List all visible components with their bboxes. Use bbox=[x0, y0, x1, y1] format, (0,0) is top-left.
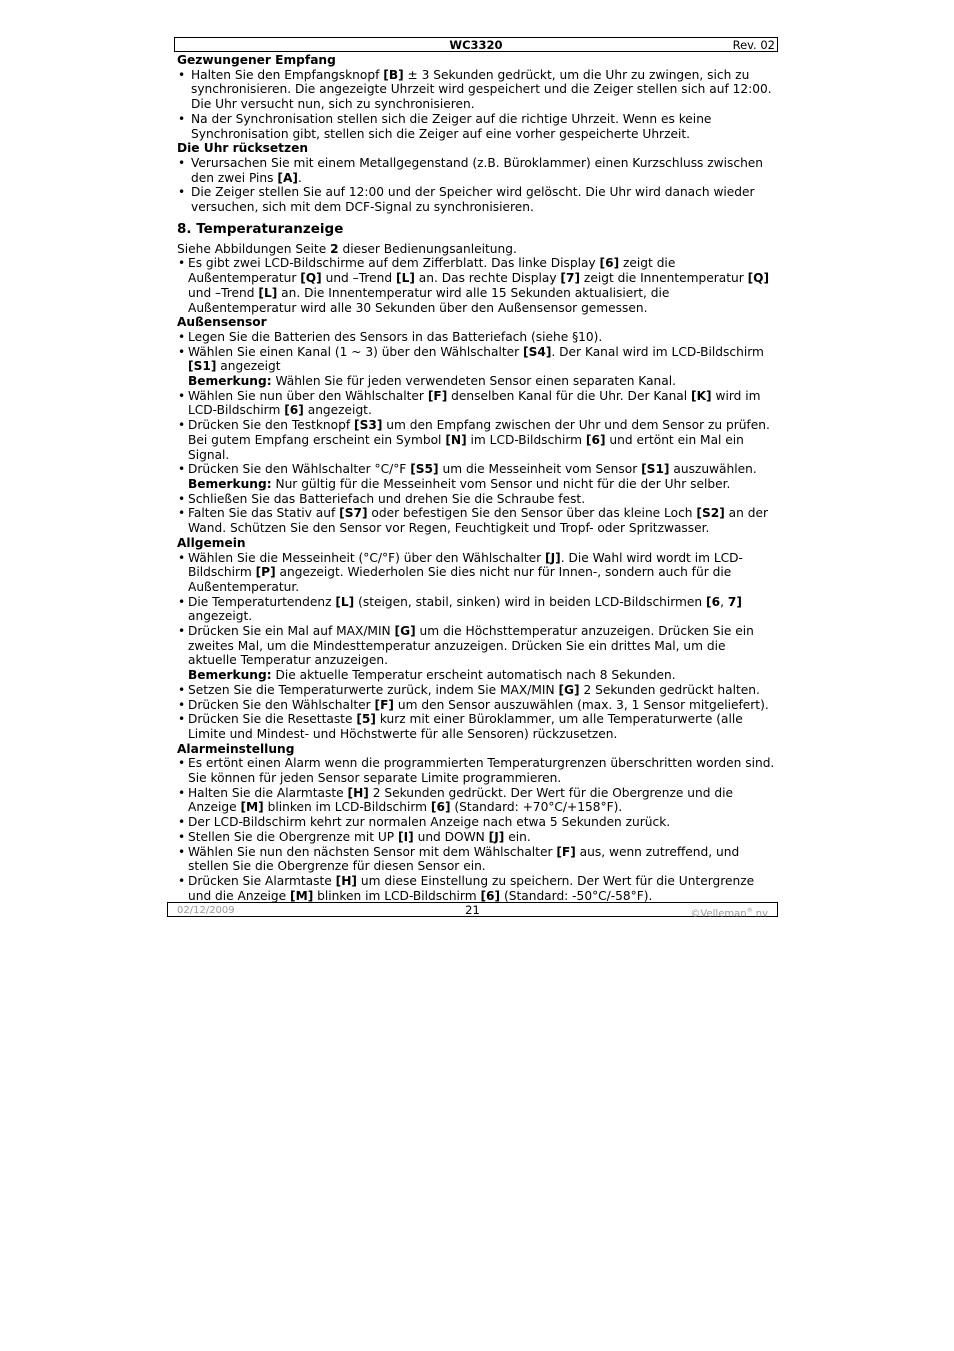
text-run: (Standard: +70°C/+158°F). bbox=[450, 800, 623, 815]
registered-mark: ® bbox=[746, 907, 753, 914]
text-run: und –Trend bbox=[321, 271, 396, 286]
list-item bbox=[177, 624, 777, 668]
text-run: 2 Sekunden gedrückt. Der Wert für die Obergrenze und die Anzeige bbox=[188, 785, 733, 815]
text-run: Verursachen Sie mit einem Metallgegenstand (z.B. Büroklammer) einen Kurzschluss zwischen den zwei Pins bbox=[191, 155, 764, 185]
bold-reference: [L] bbox=[396, 271, 415, 286]
subheading-reset-clock: Die Uhr rücksetzen bbox=[177, 141, 309, 156]
text-run: Drücken Sie den Wählschalter bbox=[188, 697, 375, 712]
bold-reference: 2 bbox=[330, 241, 339, 256]
text-run: angezeigt. bbox=[303, 403, 372, 418]
text-run: Schließen Sie das Batteriefach und drehen Sie die Schraube fest. bbox=[188, 491, 586, 506]
list-item bbox=[177, 830, 777, 845]
remark-note bbox=[177, 374, 777, 389]
text-run: blinken im LCD-Bildschirm bbox=[263, 800, 431, 815]
list-item bbox=[177, 330, 777, 345]
list-item bbox=[177, 506, 777, 535]
text-run: denselben Kanal für die Uhr. Der Kanal bbox=[447, 388, 692, 403]
list-item bbox=[177, 156, 777, 185]
bold-reference: [F] bbox=[556, 844, 576, 859]
list-general bbox=[177, 551, 777, 742]
bold-reference: [M] bbox=[240, 800, 264, 815]
text-run: Drücken Sie den Wählschalter °C/°F bbox=[188, 462, 411, 477]
text-run: wird im LCD-Bildschirm bbox=[188, 388, 761, 418]
list-item bbox=[177, 756, 777, 785]
bold-reference: [Q] bbox=[747, 271, 770, 286]
list-item bbox=[177, 815, 777, 830]
text-run: Falten Sie das Stativ auf bbox=[188, 506, 340, 521]
text-run: ± 3 Sekunden gedrückt, um die Uhr zu zwingen, sich zu synchronisieren. Die angezeigte Uhrzeit wird gespeichert und die Zeiger stellen sich auf 12:00. Die Uhr versucht nun, sich zu synchronisieren. bbox=[191, 67, 772, 112]
bold-reference: 7] bbox=[727, 594, 742, 609]
bold-reference: [7] bbox=[560, 271, 581, 286]
bold-reference: [K] bbox=[691, 388, 712, 403]
list-reset-clock bbox=[177, 156, 777, 215]
text-run: an. Das rechte Display bbox=[414, 271, 561, 286]
text-run: und DOWN bbox=[413, 829, 489, 844]
bold-reference: [G] bbox=[394, 624, 416, 639]
list-item bbox=[177, 256, 777, 315]
text-run: blinken im LCD-Bildschirm bbox=[313, 888, 481, 903]
bold-reference: [B] bbox=[383, 67, 404, 82]
text-run: auszuwählen. bbox=[669, 462, 757, 477]
text-run: 2 Sekunden gedrückt halten. bbox=[579, 682, 760, 697]
text-run: Siehe Abbildungen Seite bbox=[177, 241, 331, 256]
remark-note bbox=[177, 668, 777, 683]
bold-reference: [J] bbox=[545, 550, 561, 565]
list-item bbox=[177, 683, 777, 698]
bold-reference: [6 bbox=[706, 594, 721, 609]
list-item bbox=[177, 551, 777, 595]
text-run: Die aktuelle Temperatur erscheint automatisch nach 8 Sekunden. bbox=[271, 668, 676, 683]
text-run: Drücken Sie Alarmtaste bbox=[188, 873, 336, 888]
list-item bbox=[177, 492, 777, 507]
text-run: um die Höchsttemperatur anzuzeigen. Drücken Sie ein zweites Mal, um die Mindesttemperatur anzuzeigen. Drücken Sie ein drittes Mal, um die aktuelle Temperatur anzuzeigen. bbox=[188, 624, 754, 668]
bold-reference: [N] bbox=[445, 432, 467, 447]
list-item bbox=[177, 68, 777, 112]
list-item bbox=[177, 389, 777, 418]
subheading-general: Allgemein bbox=[177, 535, 246, 550]
text-run: um diese Einstellung zu speichern. Der Wert für die Untergrenze und die Anzeige bbox=[188, 873, 755, 903]
text-run: an. Die Innentemperatur wird alle 15 Sekunden aktualisiert, die Außentemperatur wird alle 30 Sekunden über den Außensensor gemessen. bbox=[188, 285, 670, 315]
subheading-forced-reception: Gezwungener Empfang bbox=[177, 53, 336, 67]
bold-reference: [L] bbox=[335, 594, 355, 609]
list-outdoor-sensor bbox=[177, 330, 777, 536]
bold-reference: [5] bbox=[356, 712, 376, 727]
text-run: Die Temperaturtendenz bbox=[188, 594, 336, 609]
bold-reference: [S4] bbox=[523, 344, 552, 359]
text-run: kurz mit einer Büroklammer, um alle Temperaturwerte (alle Limite und Mindest- und Höchstwerte für alle Sensoren) rückzusetzen. bbox=[188, 712, 743, 741]
model-number: WC3320 bbox=[449, 38, 503, 52]
text-run: Halten Sie die Alarmtaste bbox=[188, 785, 348, 800]
text-run: an der Wand. Schützen Sie den Sensor vor Regen, Feuchtigkeit und Tropf- oder Spritzwasser. bbox=[188, 506, 768, 536]
text-run: und ertönt ein Mal ein Signal. bbox=[188, 432, 744, 462]
text-run: Nur gültig für die Messeinheit vom Sensor und nicht für die der Uhr selber. bbox=[271, 476, 731, 491]
bold-reference: [S1] bbox=[641, 462, 670, 477]
text-run: . Der Kanal wird im LCD-Bildschirm bbox=[551, 344, 764, 359]
subheading-alarm: Alarmeinstellung bbox=[177, 741, 295, 756]
bold-reference: [G] bbox=[558, 682, 580, 697]
text-run: Wählen Sie nun den nächsten Sensor mit dem Wählschalter bbox=[188, 844, 557, 859]
text-run: Es ertönt einen Alarm wenn die programmierten Temperaturgrenzen überschritten worden sind. Sie können für jeden Sensor separate Limite programmieren. bbox=[188, 756, 775, 786]
text-run: und –Trend bbox=[188, 285, 259, 300]
text-run: angezeigt bbox=[216, 359, 281, 374]
list-item bbox=[177, 874, 777, 903]
intro-paragraph bbox=[177, 242, 777, 257]
bold-reference: [M] bbox=[290, 888, 314, 903]
bold-reference: [6] bbox=[599, 256, 620, 271]
text-run: . Die Wahl wird wordt im LCD-Bildschirm bbox=[188, 550, 743, 580]
bold-reference: [J] bbox=[488, 829, 505, 844]
footer-copyright bbox=[690, 904, 768, 920]
revision-label: Rev. 02 bbox=[732, 38, 775, 52]
bold-reference: Bemerkung: bbox=[188, 374, 272, 389]
text-run: um die Messeinheit vom Sensor bbox=[438, 462, 642, 477]
text-run: (Standard: -50°C/-58°F). bbox=[500, 888, 653, 903]
list-item bbox=[177, 112, 777, 141]
text-run: angezeigt. Wiederholen Sie dies nicht nur für Innen-, sondern auch für die Außentemperatur. bbox=[188, 565, 732, 594]
text-run: angezeigt. bbox=[188, 609, 253, 624]
text-run: Legen Sie die Batterien des Sensors in das Batteriefach (siehe §10). bbox=[188, 329, 603, 344]
list-temperature bbox=[177, 256, 777, 315]
remark-note bbox=[177, 477, 777, 492]
bold-reference: [P] bbox=[255, 565, 276, 580]
text-run: Die Zeiger stellen Sie auf 12:00 und der Speicher wird gelöscht. Die Uhr wird danach wieder versuchen, sich mit dem DCF-Signal zu synchronisieren. bbox=[191, 185, 755, 215]
list-alarm bbox=[177, 756, 777, 903]
document-body bbox=[177, 53, 777, 903]
list-item bbox=[177, 698, 777, 713]
copyright-suffix: nv bbox=[752, 908, 768, 920]
list-item bbox=[177, 712, 777, 741]
bold-reference: Bemerkung: bbox=[188, 668, 272, 683]
section-heading-temperature: 8. Temperaturanzeige bbox=[177, 220, 344, 237]
bold-reference: [I] bbox=[398, 829, 414, 844]
text-run: Es gibt zwei LCD-Bildschirme auf dem Zifferblatt. Das linke Display bbox=[188, 256, 600, 271]
text-run: Setzen Sie die Temperaturwerte zurück, indem Sie MAX/MIN bbox=[188, 682, 559, 697]
list-item bbox=[177, 845, 777, 874]
text-run: um den Empfang zwischen der Uhr und dem Sensor zu prüfen. Bei gutem Empfang erscheint ein Symbol bbox=[188, 418, 770, 447]
bold-reference: [6] bbox=[585, 432, 606, 447]
text-run: Stellen Sie die Obergrenze mit UP bbox=[188, 829, 399, 844]
bold-reference: [S5] bbox=[410, 462, 439, 477]
list-item bbox=[177, 345, 777, 374]
page-footer bbox=[167, 902, 778, 920]
text-run: Na der Synchronisation stellen sich die Zeiger auf die richtige Uhrzeit. Wenn es keine Synchronisation gibt, stellen sich die Zeiger auf eine vorher gespeicherte Uhrzeit. bbox=[191, 111, 712, 141]
bold-reference: [Q] bbox=[300, 271, 322, 286]
text-run: zeigt die Außentemperatur bbox=[188, 256, 676, 286]
bold-reference: [F] bbox=[427, 388, 448, 403]
list-item bbox=[177, 462, 777, 477]
text-run: Drücken Sie den Testknopf bbox=[188, 418, 355, 433]
text-run: , bbox=[720, 594, 728, 609]
text-run: (steigen, stabil, sinken) wird in beiden LCD-Bildschirmen bbox=[354, 594, 707, 609]
bold-reference: [S7] bbox=[339, 506, 368, 521]
bold-reference: Bemerkung: bbox=[188, 476, 272, 491]
list-item bbox=[177, 185, 777, 214]
list-item bbox=[177, 786, 777, 815]
bold-reference: [S3] bbox=[354, 418, 383, 433]
text-run: Halten Sie den Empfangsknopf bbox=[191, 67, 384, 82]
bold-reference: [L] bbox=[258, 285, 278, 300]
text-run: im LCD-Bildschirm bbox=[466, 432, 586, 447]
text-run: Wählen Sie nun über den Wählschalter bbox=[188, 388, 428, 403]
page-number: 21 bbox=[465, 903, 480, 917]
text-run: Wählen Sie für jeden verwendeten Sensor einen separaten Kanal. bbox=[271, 374, 677, 389]
bold-reference: [6] bbox=[480, 888, 501, 903]
list-item bbox=[177, 595, 777, 624]
text-run: Wählen Sie einen Kanal (1 ~ 3) über den Wählschalter bbox=[188, 344, 524, 359]
text-run: Drücken Sie ein Mal auf MAX/MIN bbox=[188, 624, 395, 639]
bold-reference: [6] bbox=[430, 800, 451, 815]
text-run: zeigt die Innentemperatur bbox=[580, 271, 748, 286]
text-run: um den Sensor auszuwählen (max. 3, 1 Sensor mitgeliefert). bbox=[393, 697, 769, 712]
text-run: Wählen Sie die Messeinheit (°C/°F) über den Wählschalter bbox=[188, 550, 546, 565]
text-run: aus, wenn zutreffend, und stellen Sie die Obergrenze für diesen Sensor ein. bbox=[188, 844, 740, 874]
bold-reference: [A] bbox=[277, 170, 298, 185]
text-run: Drücken Sie die Resettaste bbox=[188, 712, 357, 727]
copyright-text: ©Velleman bbox=[690, 908, 747, 920]
bold-reference: [H] bbox=[335, 873, 357, 888]
bold-reference: [S2] bbox=[696, 506, 725, 521]
list-forced-reception bbox=[177, 68, 777, 142]
subheading-outdoor-sensor: Außensensor bbox=[177, 315, 267, 330]
page-header bbox=[174, 37, 778, 52]
text-run: dieser Bedienungsanleitung. bbox=[338, 241, 517, 256]
text-run: ein. bbox=[504, 829, 531, 844]
text-run: . bbox=[297, 170, 302, 185]
bold-reference: [6] bbox=[284, 403, 304, 418]
bold-reference: [F] bbox=[374, 697, 394, 712]
bold-reference: [H] bbox=[347, 785, 369, 800]
list-item bbox=[177, 418, 777, 462]
text-run: oder befestigen Sie den Sensor über das kleine Loch bbox=[367, 506, 697, 521]
footer-date: 02/12/2009 bbox=[177, 905, 235, 916]
text-run: Der LCD-Bildschirm kehrt zur normalen Anzeige nach etwa 5 Sekunden zurück. bbox=[188, 815, 671, 830]
bold-reference: [S1] bbox=[188, 359, 217, 374]
